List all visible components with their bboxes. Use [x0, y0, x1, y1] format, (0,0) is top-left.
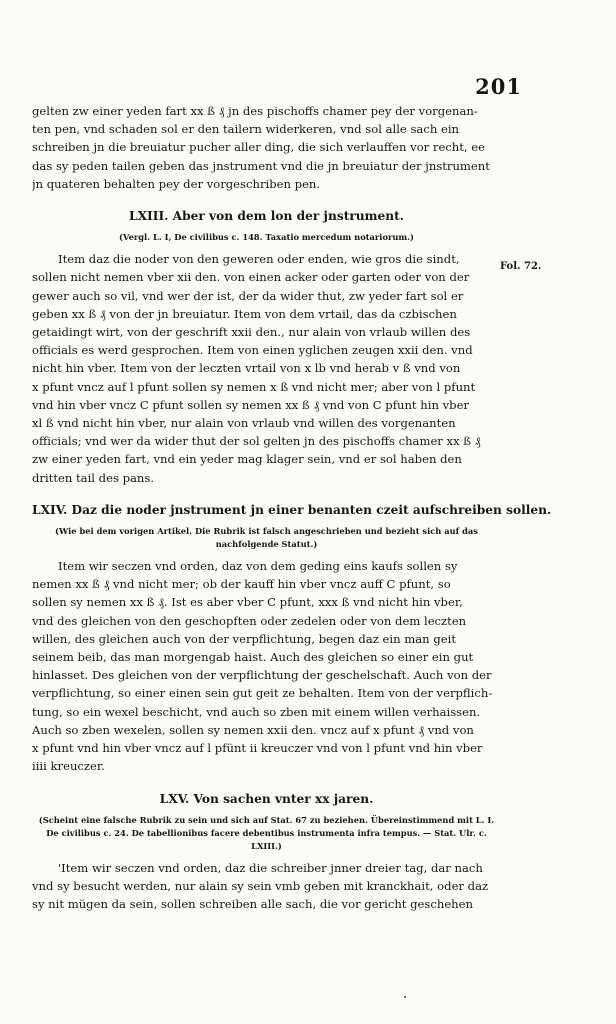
- text-line: nemen xx ß ₰ vnd nicht mer; ob der kauff hin vber vncz auff C pfunt, so: [32, 577, 451, 592]
- text-line: sy nit mügen da sein, sollen schreiben alle sach, die vor gericht geschehen: [32, 897, 473, 912]
- text-line: schreiben jn die breuiatur pucher aller ding, die sich verlauffen vor recht, ee: [32, 140, 486, 155]
- text-line: x pfunt vncz auf l pfunt sollen sy nemen x ß vnd nicht mer; aber von l pfunt: [32, 379, 476, 394]
- section-heading-lxiii: LXIII. Aber von dem lon der jnstrument.: [129, 209, 404, 224]
- section-heading-lxv: LXV. Von sachen vnter xx jaren.: [159, 791, 374, 806]
- text-line: sollen sy nemen xx ß ₰. Ist es aber vber C pfunt, xxx ß vnd nicht hin vber,: [32, 595, 463, 610]
- text-line: zw einer yeden fart, vnd ein yeder mag klager sein, vnd er sol haben den: [32, 452, 462, 467]
- text-line: willen, des gleichen auch von der verpflichtung, begen daz ein man geit: [32, 631, 456, 646]
- section-body-lxiii: [32, 250, 501, 487]
- text-line: Auch so zben wexelen, sollen sy nemen xxii den. vncz auf x pfunt ₰ vnd von: [32, 722, 474, 737]
- text-line: tung, so ein wexel beschicht, vnd auch so zben mit einem willen verhaissen.: [32, 704, 481, 719]
- text-line: officials es werd gesprochen. Item von einen yglichen zeugen xxii den. vnd: [32, 343, 473, 358]
- text-line: nicht hin vber. Item von der leczten vrtail von x lb vnd herab v ß vnd von: [32, 361, 461, 376]
- text-line: ten pen, vnd schaden sol er den tailern widerkeren, vnd sol alle sach ein: [32, 122, 460, 137]
- text-line: vnd hin vber vncz C pfunt sollen sy nemen xx ß ₰ vnd von C pfunt hin vber: [32, 397, 469, 412]
- section-body-lxiv: [32, 557, 501, 775]
- page-number: 201: [475, 74, 522, 99]
- section-source-lxiii: (Vergl. L. I, De civilibus c. 148. Taxatio mercedum notariorum.): [119, 232, 414, 243]
- section-source-lxv: (Scheint eine falsche Rubrik zu sein und sich auf Stat. 67 zu beziehen. Übereinstimmend mit L. I. De civilibus c. 24. De tabellionibus facere debentibus instrumenta infra tempus. — Stat. Ulr. c. LXIII.): [38, 814, 495, 851]
- text-line: getaidingt wirt, von der geschrift xxii den., nur alain von vrlaub willen des: [32, 325, 471, 340]
- text-line: 'Item wir seczen vnd orden, daz die schreiber jnner dreier tag, dar nach: [58, 860, 483, 875]
- text-line: gewer auch so vil, vnd wer der ist, der da wider thut, zw yeder fart sol er: [32, 288, 464, 303]
- text-line: jn quateren behalten pey der vorgeschriben pen.: [32, 176, 321, 191]
- text-line: Item wir seczen vnd orden, daz von dem geding eins kaufs sollen sy: [58, 559, 458, 574]
- text-line: xl ß vnd nicht hin vber, nur alain von vrlaub vnd willen des vorgenanten: [32, 416, 456, 431]
- text-line: Item daz die noder von den geweren oder enden, wie gros die sindt,: [58, 252, 460, 267]
- text-line: gelten zw einer yeden fart xx ß ₰ jn des pischoffs chamer pey der vorgenan-: [32, 104, 478, 118]
- text-line: iiii kreuczer.: [32, 759, 105, 774]
- text-line: x pfunt vnd hin vber vncz auf l pfünt ii kreuczer vnd von l pfunt vnd hin vber: [32, 741, 483, 756]
- text-line: vnd des gleichen von den geschopften oder zedelen oder von dem leczten: [32, 613, 467, 628]
- text-line: hinlasset. Des gleichen von der verpflichtung der geschelschaft. Auch von der: [32, 668, 492, 683]
- text-line: das sy peden tailen geben das jnstrument vnd die jn breuiatur der jnstrument: [32, 158, 490, 173]
- printing-mark: [404, 996, 406, 998]
- text-line: dritten tail des pans.: [32, 470, 155, 485]
- section-heading-lxiv: LXIV. Daz die noder jnstrument jn einer benanten czeit aufschreiben sollen.: [32, 502, 552, 517]
- text-line: officials; vnd wer da wider thut der sol gelten jn des pischoffs chamer xx ß ₰: [32, 434, 481, 449]
- text-line: geben xx ß ₰ von der jn breuiatur. Item von dem vrtail, das da czbischen: [32, 306, 457, 321]
- text-line: sollen nicht nemen vber xii den. von einen acker oder garten oder von der: [32, 270, 470, 285]
- margin-note-folio: Fol. 72.: [500, 261, 542, 272]
- section-source-lxiv: (Wie bei dem vorigen Artikel. Die Rubrik ist falsch angeschrieben und bezieht sich auf das nachfolgende Statut.): [55, 526, 478, 550]
- intro-paragraph: [32, 102, 501, 193]
- text-line: vnd sy besucht werden, nur alain sy sein vmb geben mit kranckhait, oder daz: [32, 878, 489, 893]
- section-body-lxv: [32, 859, 501, 914]
- text-line: verpflichtung, so einer einen sein gut geit ze behalten. Item von der verpflich-: [32, 686, 493, 701]
- text-line: seinem beib, das man morgengab haist. Auch des gleichen so einer ein gut: [32, 650, 474, 665]
